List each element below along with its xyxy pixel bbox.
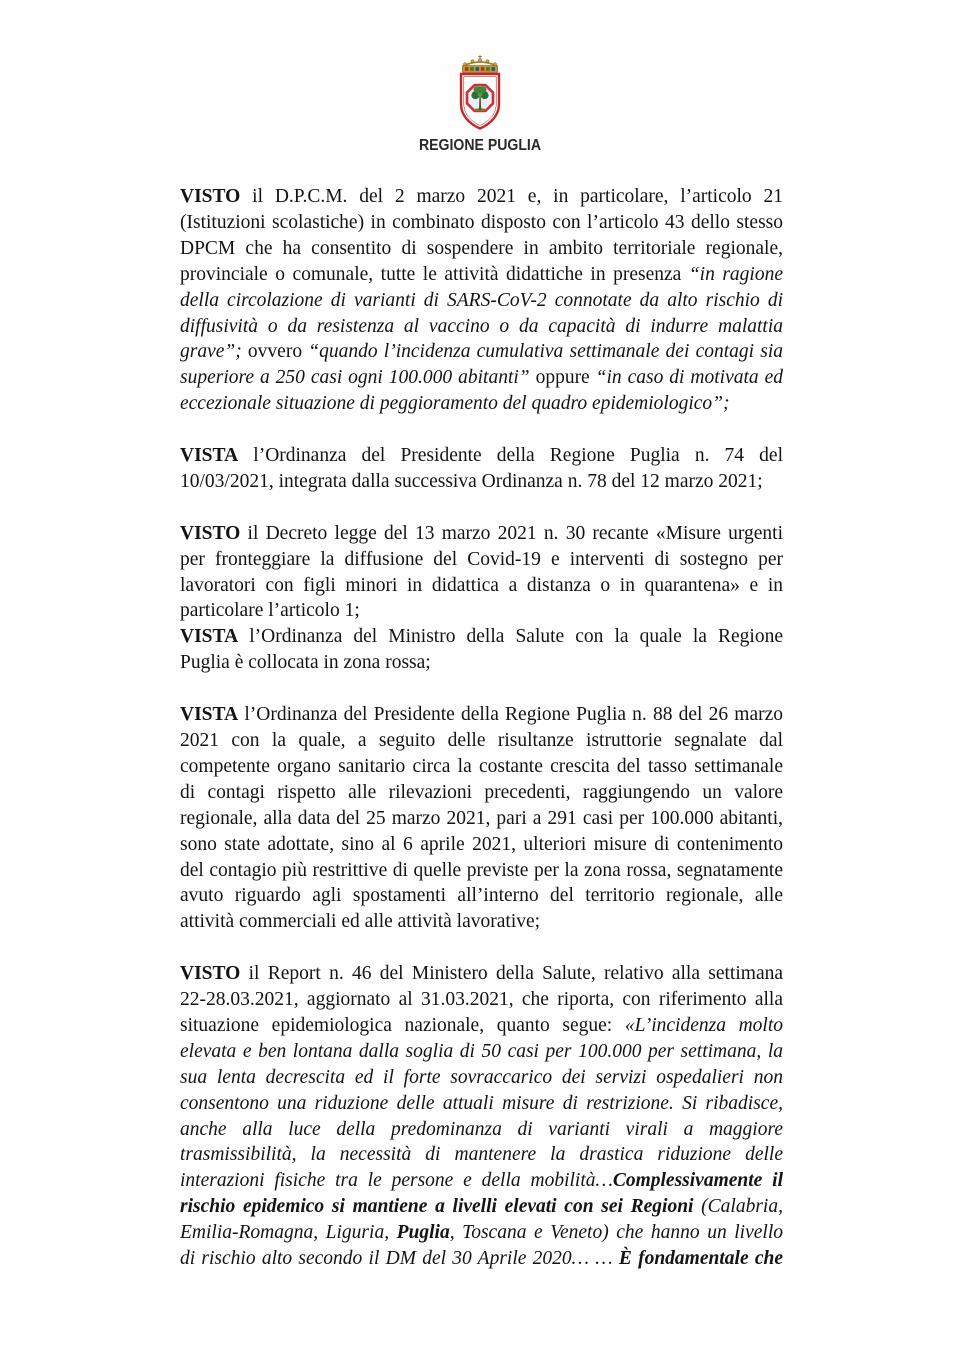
- text-run: l’Ordinanza del Presidente della Regione Puglia n. 88 del 26 marzo: [238, 704, 783, 726]
- text-line: [180, 1194, 783, 1220]
- text-line: [180, 650, 783, 676]
- text-run: particolare l’articolo 1;: [180, 600, 360, 622]
- keyword-label: VISTO: [180, 186, 241, 207]
- quoted-text: , Toscana e Veneto) che hanno un livello: [449, 1222, 783, 1244]
- quoted-text: trasmissibilità, la necessità di mantenere la drastica riduzione delle: [180, 1144, 783, 1166]
- paragraph-1: [180, 184, 783, 417]
- text-line: [180, 184, 783, 210]
- text-line: [180, 702, 783, 728]
- text-line: [180, 288, 783, 314]
- text-run: oppure: [529, 367, 596, 389]
- quoted-text: di rischio alto secondo il DM del 30 Aprile 2020… …: [180, 1248, 619, 1270]
- text-line: [180, 443, 783, 469]
- text-run: situazione epidemiologica nazionale, quanto segue:: [180, 1014, 625, 1036]
- paragraph-5: [180, 702, 783, 935]
- text-line: [180, 1065, 783, 1091]
- crown: [463, 55, 498, 72]
- text-run: Puglia è collocata in zona rossa;: [180, 652, 431, 674]
- text-run: il Decreto legge del 13 marzo 2021 n. 30 recante «Misure urgenti: [240, 522, 783, 544]
- text-line: [180, 987, 783, 1013]
- text-run: attività commerciali ed alle attività lavorative;: [180, 911, 541, 933]
- text-line: [180, 1168, 783, 1194]
- text-run: per fronteggiare la diffusione del Covid-19 e interventi di sostegno per: [180, 548, 783, 570]
- region-title: REGIONE PUGLIA: [418, 137, 542, 154]
- text-run: regionale, alla data del 25 marzo 2021, pari a 291 casi per 100.000 abitanti,: [180, 807, 783, 829]
- text-line: [180, 521, 783, 547]
- text-run: il Report n. 46 del Ministero della Salute, relativo alla settimana: [240, 963, 783, 985]
- text-run: ovvero: [241, 341, 309, 363]
- text-run: 2021 con la quale, a seguito delle risultanze istruttorie segnalate dal: [180, 729, 783, 751]
- text-run: 10/03/2021, integrata dalla successiva Ordinanza n. 78 del 12 marzo 2021;: [180, 470, 763, 492]
- text-line: [180, 210, 783, 236]
- text-run: (Istituzioni scolastiche) in combinato disposto con l’articolo 43 dello stesso: [180, 211, 783, 233]
- text-run: provinciale o comunale, tutte le attività didattiche in presenza: [180, 263, 689, 285]
- text-line: [180, 754, 783, 780]
- keyword-label: VISTO: [180, 522, 241, 544]
- text-line: [180, 339, 783, 365]
- text-line: [180, 1117, 783, 1143]
- text-run: l’Ordinanza del Ministro della Salute con la quale la Regione: [238, 626, 783, 648]
- keyword-label: VISTO: [180, 963, 241, 985]
- text-run: avuto riguardo agli spostamenti all’interno del territorio regionale, alle: [180, 885, 783, 907]
- highlighted-text: È fondamentale che: [618, 1248, 783, 1270]
- highlighted-text: Complessivamente il: [612, 1170, 783, 1192]
- text-line: [180, 469, 783, 495]
- quoted-text: superiore a 250 casi ogni 100.000 abitanti”: [180, 367, 530, 389]
- quoted-text: sua lenta decrescita ed il forte sovraccarico dei servizi ospedalieri non: [180, 1066, 783, 1088]
- text-line: [180, 236, 783, 262]
- text-line: [180, 909, 783, 935]
- paragraph-6: [180, 961, 783, 1272]
- text-run: competente organo sanitario circa la costante crescita del tasso settimanale: [180, 755, 783, 777]
- quoted-text: “in ragione: [688, 263, 783, 285]
- quoted-text: consentono una riduzione delle attuali misure di restrizione. Si ribadisce,: [180, 1092, 783, 1114]
- text-run: del contagio più restrittive di quelle previste per la zona rossa, segnatamente: [180, 859, 783, 881]
- text-line: [180, 1039, 783, 1065]
- text-line: [180, 1246, 783, 1272]
- text-line: [180, 573, 783, 599]
- coat-of-arms-logo: [457, 54, 503, 130]
- paragraph-4: [180, 624, 783, 676]
- text-run: sono state adottate, sino al 6 aprile 2021, ulteriori misure di contenimento: [180, 833, 783, 855]
- text-line: [180, 365, 783, 391]
- text-line: [180, 728, 783, 754]
- paragraph-3: [180, 521, 783, 625]
- text-run: l’Ordinanza del Presidente della Regione Puglia n. 74 del: [238, 445, 783, 467]
- text-line: [180, 806, 783, 832]
- text-line: [180, 1142, 783, 1168]
- quoted-text: interazioni fisiche tra le persone e della mobilità…: [180, 1170, 613, 1192]
- text-line: [180, 624, 783, 650]
- highlighted-text: rischio epidemico si mantiene a livelli elevati con sei Regioni: [180, 1196, 694, 1218]
- text-line: [180, 832, 783, 858]
- text-line: [180, 262, 783, 288]
- text-run: lavoratori con figli minori in didattica a distanza o in quarantena» e in: [180, 574, 783, 596]
- text-line: [180, 1091, 783, 1117]
- quoted-text: (Calabria,: [693, 1196, 783, 1218]
- text-line: [180, 391, 783, 417]
- paragraph-2: [180, 443, 783, 495]
- quoted-text: Emilia-Romagna, Liguria,: [180, 1222, 397, 1244]
- text-line: [180, 858, 783, 884]
- text-line: [180, 961, 783, 987]
- quoted-text: eccezionale situazione di peggioramento del quadro epidemiologico”;: [180, 393, 730, 415]
- text-run: 22-28.03.2021, aggiornato al 31.03.2021, che riporta, con riferimento alla: [180, 989, 783, 1011]
- text-line: [180, 598, 783, 624]
- text-run: di contagi rispetto alle rilevazioni precedenti, raggiungendo un valore: [180, 781, 783, 803]
- document-body: [180, 184, 783, 1298]
- keyword-label: VISTA: [180, 704, 239, 726]
- quoted-text: anche alla luce della predominanza di varianti virali a maggiore: [180, 1118, 783, 1140]
- quoted-text: “quando l’incidenza cumulativa settimanale dei contagi sia: [308, 341, 784, 363]
- text-line: [180, 314, 783, 340]
- text-run: il D.P.C.M. del 2 marzo 2021 e, in particolare, l’articolo 21: [240, 186, 783, 207]
- quoted-text: “in caso di motivata ed: [595, 367, 783, 389]
- quoted-text: della circolazione di varianti di SARS-CoV-2 connotate da alto rischio di: [180, 289, 783, 311]
- quoted-text: elevata e ben lontana dalla soglia di 50 casi per 100.000 per settimana, la: [180, 1040, 783, 1062]
- keyword-label: VISTA: [180, 626, 239, 648]
- quoted-text: diffusività o da resistenza al vaccino o da capacità di indurre malattia: [180, 315, 783, 337]
- text-line: [180, 547, 783, 573]
- keyword-label: VISTA: [180, 445, 239, 467]
- highlighted-text: Puglia: [396, 1222, 450, 1244]
- quoted-text: grave”;: [180, 341, 242, 363]
- text-line: [180, 780, 783, 806]
- text-line: [180, 1220, 783, 1246]
- text-line: [180, 1013, 783, 1039]
- text-run: DPCM che ha consentito di sospendere in ambito territoriale regionale,: [180, 237, 783, 259]
- text-line: [180, 883, 783, 909]
- quoted-text: «L’incidenza molto: [624, 1014, 783, 1036]
